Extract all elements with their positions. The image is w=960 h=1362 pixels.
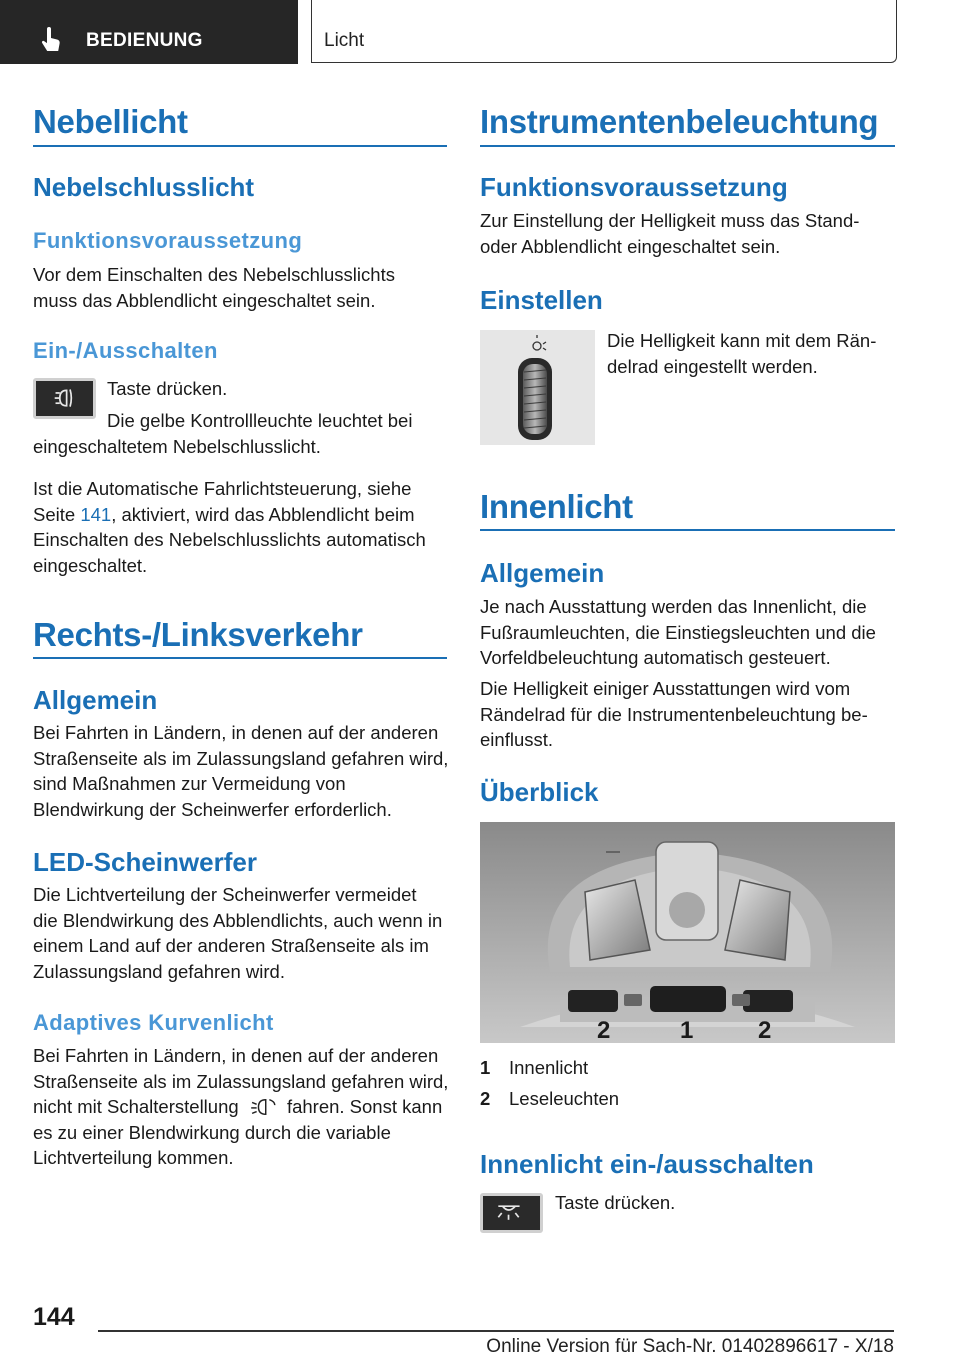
- rear-fog-light-icon: [36, 381, 93, 416]
- text-eingeschaltetem: eingeschaltetem Nebelschlusslicht.: [33, 436, 321, 457]
- heading-funktionsvoraussetzung-instr: Funktionsvoraussetzung: [480, 172, 788, 202]
- kurvenlicht-text-pre: Bei Fahrten in Ländern, in denen auf der anderen Straßenseite als im Zulassungsland gefahren wird, nicht mit Schalterstellung: [33, 1045, 449, 1117]
- heading-allgemein-innen: Allgemein: [480, 558, 605, 588]
- legend-text: Innenlicht: [509, 1057, 589, 1078]
- heading-ueberblick: Überblick: [480, 777, 599, 807]
- interior-light-icon: [483, 1196, 540, 1230]
- paragraph-innen-2: Die Helligkeit einiger Ausstattungen wird vom Rändelrad für die Instrumentenbeleuchtung be- einflusst.: [480, 678, 868, 750]
- heading-ein-ausschalten: Ein-/Ausschalten: [33, 338, 218, 363]
- cornering-light-icon: [248, 1097, 278, 1117]
- chapter-box: [311, 0, 897, 63]
- paragraph-kurvenlicht: [33, 1043, 451, 1171]
- page-link-141[interactable]: 141: [80, 503, 112, 525]
- legend-item: [480, 1055, 490, 1081]
- paragraph-led: Die Lichtverteilung der Scheinwerfer vermeidet die Blendwirkung des Abblendlichts, auch wenn in einem Land auf der anderen Straßenseite als im Zulassungsland gefahren wird.: [33, 884, 443, 982]
- paragraph-instr-funktion: Zur Einstellung der Helligkeit muss das Stand- oder Abblendlicht eingeschaltet sein.: [480, 210, 860, 257]
- section-label: BEDIENUNG: [86, 30, 203, 51]
- heading-led-scheinwerfer: LED-Scheinwerfer: [33, 847, 257, 877]
- heading-einstellen: Einstellen: [480, 285, 603, 315]
- photo-label-left: 2: [597, 1017, 611, 1043]
- fog-light-button: [33, 378, 96, 419]
- footer-text: Online Version für Sach-Nr. 01402896617 - X/18: [486, 1336, 894, 1357]
- photo-label-right: 2: [758, 1017, 772, 1043]
- automatik-text-post: , aktiviert, wird das Abblendlicht beim Einschalten des Nebelschlusslichts automatisch eingeschaltet.: [33, 503, 426, 576]
- heading-innenlicht: Innenlicht: [480, 488, 633, 525]
- heading-innenlicht-schalten: Innenlicht ein-/ausschalten: [480, 1149, 814, 1179]
- overhead-console-illustration: [480, 822, 895, 1043]
- heading-rule: [480, 529, 895, 531]
- section-tab: [0, 0, 298, 64]
- overhead-console-image: [480, 822, 895, 1043]
- text-taste-druecken: Taste drücken.: [107, 378, 228, 399]
- page-number: 144: [33, 1303, 75, 1331]
- dimmer-wheel-image: [480, 330, 595, 445]
- interior-light-button: [480, 1193, 543, 1233]
- paragraph-einstellen: Die Helligkeit kann mit dem Rän- delrad eingestellt werden.: [607, 330, 877, 377]
- text-kontrollleuchte: Die gelbe Kontrollleuchte leuchtet bei: [107, 410, 413, 431]
- text-innen-taste: Taste drücken.: [555, 1192, 676, 1213]
- heading-funktionsvoraussetzung: Funktionsvoraussetzung: [33, 228, 303, 253]
- kurvenlicht-text-post: fahren. Sonst kann es zu einer Blendwirkung durch die variable Lichtverteilung kommen.: [33, 1096, 443, 1168]
- heading-rule: [33, 145, 447, 147]
- automatik-text-pre: Ist die Automatische Fahrlichtsteuerung, siehe Seite: [33, 478, 412, 525]
- paragraph-funktion: Vor dem Einschalten des Nebelschlusslichts muss das Abblendlicht eingeschaltet sein.: [33, 264, 395, 311]
- heading-rule: [33, 657, 447, 659]
- legend-item: [480, 1086, 490, 1112]
- thumbwheel-illustration: [480, 330, 595, 445]
- legend-number: 2: [480, 1088, 491, 1109]
- heading-nebellicht: Nebellicht: [33, 103, 188, 140]
- hand-pointer-icon: [38, 27, 64, 53]
- footer-rule: [98, 1330, 894, 1332]
- heading-instrumentenbeleuchtung: Instrumentenbeleuchtung: [480, 103, 879, 140]
- legend-number: 1: [480, 1057, 491, 1078]
- paragraph-innen-1: Je nach Ausstattung werden das Innenlicht, die Fußraumleuchten, die Einstiegsleuchten und die Vorfeldbeleuchtung automatisch gesteuert.: [480, 596, 876, 668]
- heading-nebelschlusslicht: Nebelschlusslicht: [33, 172, 255, 202]
- heading-allgemein: Allgemein: [33, 685, 158, 715]
- heading-rule: [480, 145, 895, 147]
- paragraph-allgemein: Bei Fahrten in Ländern, in denen auf der anderen Straßenseite als im Zulassungsland gefahren wird, sind Maßnahmen zur Vermeidung von Blendwirkung der Scheinwerfer erforderlich.: [33, 722, 449, 820]
- photo-label-center: 1: [680, 1017, 694, 1043]
- paragraph-automatik: [33, 476, 443, 578]
- heading-kurvenlicht: Adaptives Kurvenlicht: [33, 1010, 274, 1035]
- chapter-label: Licht: [324, 30, 365, 51]
- legend-text: Leseleuchten: [509, 1088, 620, 1109]
- heading-rechts-linksverkehr: Rechts-/Linksverkehr: [33, 616, 363, 653]
